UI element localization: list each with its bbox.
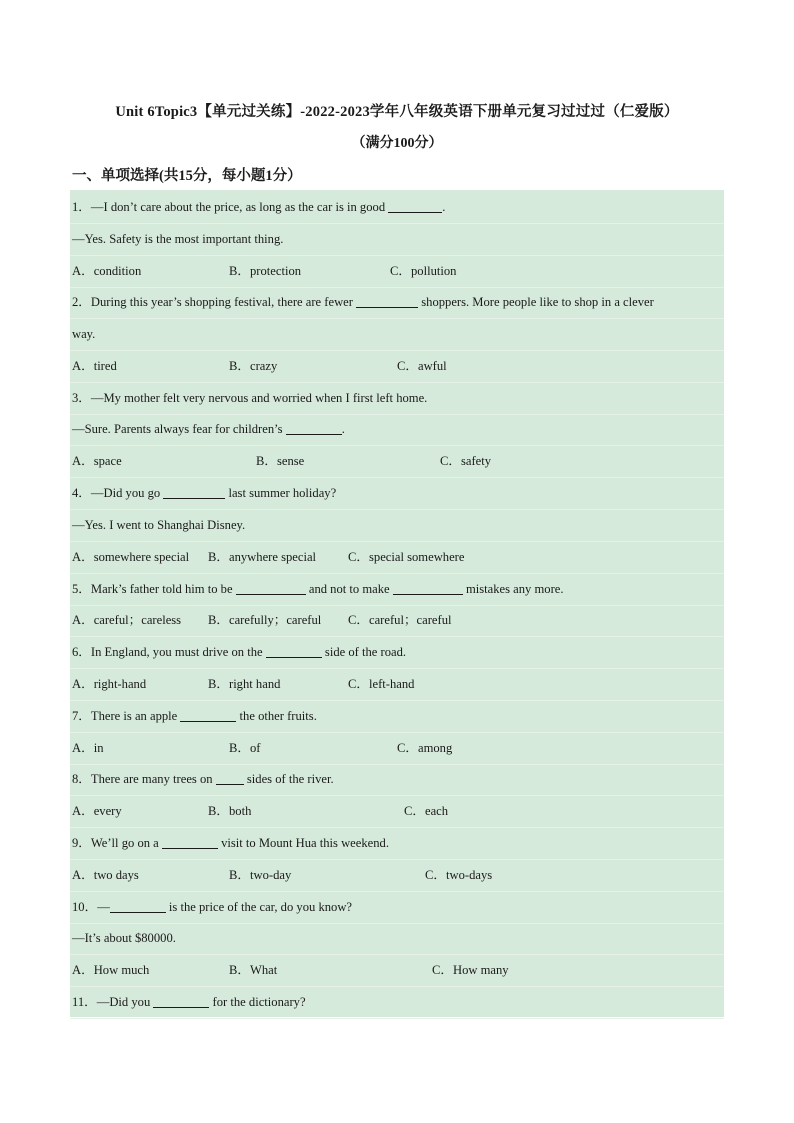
section-heading: 一、单项选择(共15分，每小题1分） [72,168,302,184]
option-b: B．anywhere special [208,550,317,564]
answer-blank [180,707,236,722]
option-a: A．two days [72,868,139,882]
question-4 [70,478,724,510]
option-c: C．awful [397,359,447,373]
option-b: B．crazy [229,359,278,373]
option-a: A．How much [72,963,150,977]
option-a: A．right-hand [72,677,147,691]
question-6 [70,637,724,669]
question-text: 9．We’ll go on a [72,836,162,850]
question-text: 10．— [72,900,110,914]
answer-blank [216,770,244,785]
option-b: B．protection [229,264,302,278]
question-5 [70,574,724,606]
question-text: last summer holiday? [225,486,337,500]
question-text: —Yes. Safety is the most important thing. [72,232,284,246]
question-text: for the dictionary? [209,995,306,1009]
option-c: C．special somewhere [348,550,465,564]
answer-blank [388,198,442,213]
question-4-options [70,542,724,574]
question-text: way. [72,327,96,341]
option-a: A．careful；careless [72,613,182,627]
question-2-options [70,351,724,383]
option-a: A．space [72,454,122,468]
question-1 [70,192,724,224]
answer-blank [110,898,166,913]
option-c: C．each [404,804,449,818]
question-text: —Sure. Parents always fear for children’s [72,422,286,436]
question-text: 2．During this year’s shopping festival, there are fewer [72,295,357,309]
question-text: . [442,200,446,214]
question-3-dialog [70,414,724,446]
option-c: C．pollution [390,264,457,278]
answer-blank [162,834,218,849]
question-11 [70,987,724,1019]
question-text: 4．—Did you go [72,486,164,500]
answer-blank [286,420,342,435]
option-a: A．condition [72,264,142,278]
question-9-options [70,860,724,892]
question-text: 3．—My mother felt very nervous and worried when I first left home. [72,391,428,405]
answer-blank [356,293,418,308]
option-b: B．carefully；careful [208,613,322,627]
question-10 [70,892,724,924]
option-c: C．careful；careful [348,613,452,627]
option-c: C．How many [432,963,509,977]
question-text: 5．Mark’s father told him to be [72,582,236,596]
question-1-options [70,256,724,288]
document-title: Unit 6Topic3【单元过关练】-2022-2023学年八年级英语下册单元复习过过过（仁爱版） [115,104,679,120]
option-b: B．two-day [229,868,292,882]
question-text: is the price of the car, do you know? [165,900,353,914]
question-text: shoppers. More people like to shop in a clever [418,295,654,309]
option-c: C．two-days [425,868,493,882]
question-8 [70,764,724,796]
score-note: （满分100分） [351,136,443,151]
option-a: A．every [72,804,122,818]
option-b: B．What [229,963,278,977]
answer-blank [393,580,463,595]
question-text: 6．In England, you must drive on the [72,645,266,659]
question-text: —Yes. I went to Shanghai Disney. [72,518,246,532]
question-list [70,190,724,1017]
answer-blank [163,484,225,499]
option-c: C．safety [440,454,492,468]
question-2 [70,287,724,319]
answer-blank [266,643,322,658]
question-4-dialog [70,510,724,542]
option-b: B．of [229,741,261,755]
question-text: —It’s about $80000. [72,931,176,945]
question-text: 1．—I don’t care about the price, as long as the car is in good [72,200,389,214]
question-8-options [70,796,724,828]
option-a: A．tired [72,359,117,373]
question-text: . [341,422,345,436]
question-3-options [70,446,724,478]
question-text: sides of the river. [243,772,334,786]
question-7-options [70,733,724,765]
question-3 [70,383,724,415]
question-7 [70,701,724,733]
question-9 [70,828,724,860]
option-b: B．right hand [208,677,281,691]
question-5-options [70,605,724,637]
question-text: 8．There are many trees on [72,772,216,786]
question-10-dialog [70,923,724,955]
option-b: B．both [208,804,252,818]
question-text: 11．—Did you [72,995,154,1009]
option-a: A．in [72,741,104,755]
question-text: side of the road. [321,645,407,659]
question-10-options [70,955,724,987]
question-1-dialog [70,224,724,256]
question-text: 7．There is an apple [72,709,181,723]
question-2-continued [70,319,724,351]
question-text: mistakes any more. [462,582,564,596]
option-c: C．among [397,741,453,755]
option-b: B．sense [256,454,305,468]
option-c: C．left-hand [348,677,415,691]
answer-blank [153,993,209,1008]
question-text: visit to Mount Hua this weekend. [217,836,389,850]
answer-blank [236,580,306,595]
question-text: and not to make [305,582,393,596]
question-6-options [70,669,724,701]
option-a: A．somewhere special [72,550,190,564]
question-text: the other fruits. [236,709,317,723]
